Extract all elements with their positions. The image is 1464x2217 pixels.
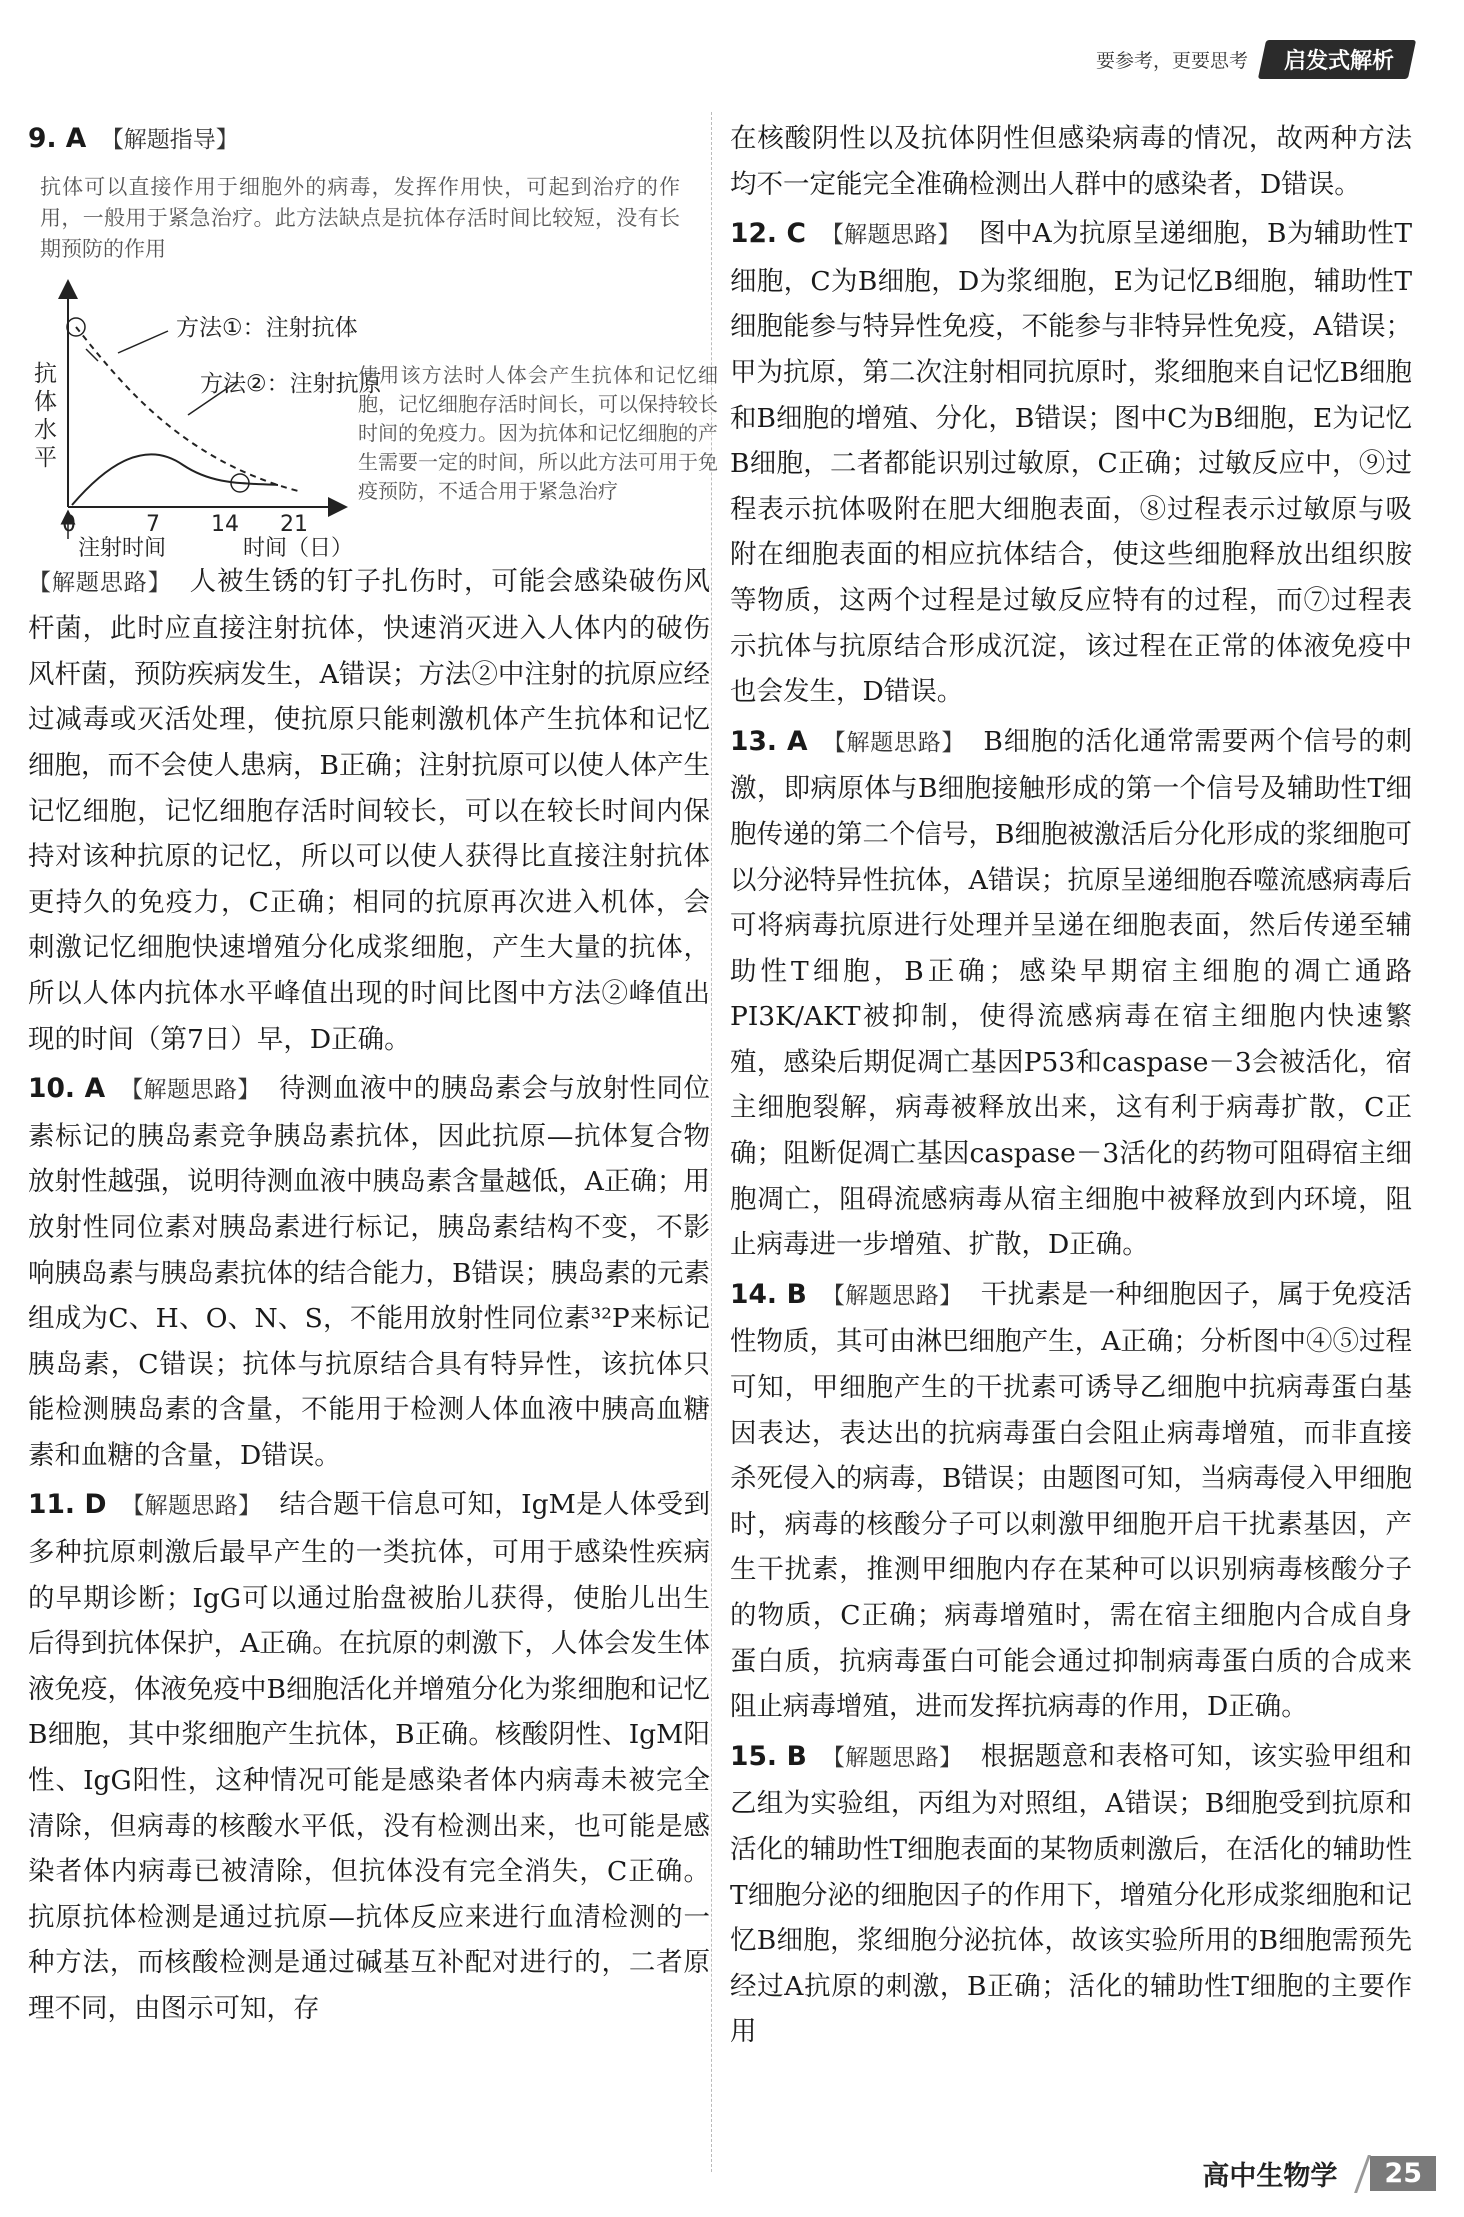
question-13-text: B细胞的活化通常需要两个信号的刺激，即病原体与B细胞接触形成的第一个信号及辅助性T细胞传递的第二个信号，B细胞被激活后分化形成的浆细胞可以分泌特异性抗体，A错误；抗原呈递细胞吞噬流感病毒后可将病毒抗原进行处理并呈递在细胞表面，然后传递至辅助性T细胞，B正确；感染早期宿主细胞的凋亡通路PI3K/AKT被抑制，使得流感病毒在宿主细胞内快速繁殖，感染后期促凋亡基因P53和caspase－3会被活化，宿主细胞裂解，病毒被释放出来，这有利于病毒扩散，C正确；阻断促凋亡基因caspase－3活化的药物可阻碍宿主细胞凋亡，阻碍流感病毒从宿主细胞中被释放到内环境，阻止病毒进一步增殖、扩散，D正确。 <box>730 725 1412 1261</box>
question-12 <box>730 211 1412 715</box>
question-11-text: 结合题干信息可知，IgM是人体受到多种抗原刺激后最早产生的一类抗体，可用于感染性疾病的早期诊断；IgG可以通过胎盘被胎儿获得，使胎儿出生后得到抗体保护，A正确。在抗原的刺激下，人体会发生体液免疫，体液免疫中B细胞活化并增殖分化为浆细胞和记忆B细胞，其中浆细胞产生抗体，B正确。核酸阴性、IgM阳性、IgG阳性，这种情况可能是感染者体内病毒未被完全清除，但病毒的核酸水平低，没有检测出来，也可能是感染者体内病毒已被清除，但抗体没有完全消失，C正确。抗原抗体检测是通过抗原—抗体反应来进行血清检测的一种方法，而核酸检测是通过碱基互补配对进行的，二者原理不同，由图示可知，存 <box>28 1489 710 2024</box>
question-10-text: 待测血液中的胰岛素会与放射性同位素标记的胰岛素竞争胰岛素抗体，因此抗原—抗体复合物放射性越强，说明待测血液中胰岛素含量越低，A正确；用放射性同位素对胰岛素进行标记，胰岛素结构不变，不影响胰岛素与胰岛素抗体的结合能力，B错误；胰岛素的元素组成为C、H、O、N、S，不能用放射性同位素³²P来标记胰岛素，C错误；抗体与抗原结合具有特异性，该抗体只能检测胰岛素的含量，不能用于检测人体血液中胰高血糖素和血糖的含量，D错误。 <box>28 1073 710 1471</box>
question-10-tag: 【解题思路】 <box>120 1077 261 1104</box>
y-axis-label-3: 水 <box>34 416 57 443</box>
question-15-number: 15. B <box>730 1740 807 1772</box>
question-11-number: 11. D <box>28 1489 107 1521</box>
question-10 <box>28 1066 710 1478</box>
question-9-text: 人被生锈的钉子扎伤时，可能会感染破伤风杆菌，此时应直接注射抗体，快速消灭进入人体内的破伤风杆菌，预防疾病发生，A错误；方法②中注射的抗原应经过减毒或灭活处理，使抗原只能刺激机体产生抗体和记忆细胞，而不会使人患病，B正确；注射抗原可以使人体产生记忆细胞，记忆细胞存活时间较长，可以在较长时间内保持对该种抗原的记忆，所以可以使人获得比直接注射抗体更持久的免疫力，C正确；相同的抗原再次进入机体，会刺激记忆细胞快速增殖分化成浆细胞，产生大量的抗体，所以人体内抗体水平峰值出现的时间比图中方法②峰值出现的时间（第7日）早，D正确。 <box>28 565 710 1055</box>
question-11 <box>28 1482 710 2031</box>
injection-time-label: 注射时间 <box>78 535 167 559</box>
header-tagline: 要参考，更要思考 <box>1095 50 1248 72</box>
y-axis-label-4: 平 <box>34 444 57 471</box>
x-axis-label: 时间（日） <box>243 535 354 559</box>
x-tick-0: 0 <box>62 511 76 537</box>
question-10-number: 10. A <box>28 1073 106 1105</box>
y-axis-label-1: 抗 <box>34 360 57 387</box>
question-12-text: 图中A为抗原呈递细胞，B为辅助性T细胞，C为B细胞，D为浆细胞，E为记忆B细胞，辅助性T细胞能参与特异性免疫，不能参与非特异性免疫，A错误；甲为抗原，第二次注射相同抗原时，浆细胞来自记忆B细胞和B细胞的增殖、分化，B错误；图中C为B细胞，E为记忆B细胞，二者都能识别过敏原，C正确；过敏反应中，⑨过程表示抗体吸附在肥大细胞表面，⑧过程表示过敏原与吸附在细胞表面的相应抗体结合，使这些细胞释放出组织胺等物质，这两个过程是过敏反应特有的过程，而⑦过程表示抗体与抗原结合形成沉淀，该过程在正常的体液免疫中也会发生，D错误。 <box>730 218 1413 708</box>
brand-label: 启发式解析 <box>1283 49 1394 74</box>
x-tick-21: 21 <box>280 511 308 537</box>
question-13-tag: 【解题思路】 <box>822 729 966 756</box>
question-12-number: 12. C <box>730 218 806 250</box>
method1-label: 方法①：注射抗体 <box>176 314 358 341</box>
left-column <box>28 116 718 2036</box>
page-header <box>1096 40 1412 79</box>
subject-label: 高中生物学 <box>1202 2161 1338 2192</box>
method2-curve <box>72 454 278 505</box>
question-15 <box>730 1734 1412 2055</box>
y-axis-label-2: 体 <box>34 388 57 415</box>
question-11-tag: 【解题思路】 <box>121 1493 262 1520</box>
question-11-continued: 在核酸阴性以及抗体阴性但感染病毒的情况，故两种方法均不一定能完全准确检测出人群中的感染者，D错误。 <box>730 123 1412 200</box>
question-15-text: 根据题意和表格可知，该实验甲组和乙组为实验组，丙组为对照组，A错误；B细胞受到抗原和活化的辅助性T细胞表面的某物质刺激后，在活化的辅助性T细胞分泌的细胞因子的作用下，增殖分化形成浆细胞和记忆B细胞，浆细胞分泌抗体，故该实验所用的B细胞需预先经过A抗原的刺激，B正确；活化的辅助性T细胞的主要作用 <box>730 1740 1412 2048</box>
method1-leader <box>118 331 168 353</box>
brand-badge <box>1258 40 1416 79</box>
question-14-number: 14. B <box>730 1278 807 1310</box>
footer-divider <box>1337 2155 1372 2193</box>
x-tick-7: 7 <box>146 511 160 537</box>
method2-label: 方法②：注射抗原 <box>200 370 382 397</box>
question-15-tag: 【解题思路】 <box>821 1744 963 1771</box>
question-9-thought-tag: 【解题思路】 <box>28 569 172 596</box>
x-tick-14: 14 <box>211 511 239 537</box>
question-9-guide-tag: 【解题指导】 <box>100 127 239 153</box>
method2-explanation: 使用该方法时人体会产生抗体和记忆细胞，记忆细胞存活时间长，可以保持较长时间的免疫力。因为抗体和记忆细胞的产生需要一定的时间，所以此方法可用于免疫预防，不适合用于紧急治疗 <box>358 362 718 503</box>
question-9-guide-note: 抗体可以直接作用于细胞外的病毒，发挥作用快，可起到治疗的作用，一般用于紧急治疗。此方法缺点是抗体存活时间比较短，没有长期预防的作用 <box>40 174 680 261</box>
question-9-number: 9. A <box>28 123 87 154</box>
antibody-level-diagram <box>28 269 718 559</box>
question-14-text: 干扰素是一种细胞因子，属于免疫活性物质，其可由淋巴细胞产生，A正确；分析图中④⑤过程可知，甲细胞产生的干扰素可诱导乙细胞中抗病毒蛋白基因表达，表达出的抗病毒蛋白会阻止病毒增殖，而非直接杀死侵入的病毒，B错误；由题图可知，当病毒侵入甲细胞时，病毒的核酸分子可以刺激甲细胞开启干扰素基因，产生干扰素，推测甲细胞内存在某种可以识别病毒核酸分子的物质，C正确；病毒增殖时，需在宿主细胞内合成自身蛋白质，抗病毒蛋白可能会通过抑制病毒蛋白质的合成来阻止病毒增殖，进而发挥抗病毒的作用，D正确。 <box>730 1278 1412 1723</box>
right-column <box>730 116 1412 2059</box>
page-footer <box>1202 2154 1436 2193</box>
question-13 <box>730 719 1412 1268</box>
question-12-tag: 【解题思路】 <box>820 222 961 249</box>
question-9-heading <box>28 116 710 164</box>
question-13-number: 13. A <box>730 725 808 757</box>
page-number: 25 <box>1370 2156 1436 2191</box>
question-14-tag: 【解题思路】 <box>821 1282 963 1309</box>
question-9-analysis <box>28 559 710 1063</box>
method1-arrow <box>86 349 98 361</box>
question-14 <box>730 1272 1412 1730</box>
